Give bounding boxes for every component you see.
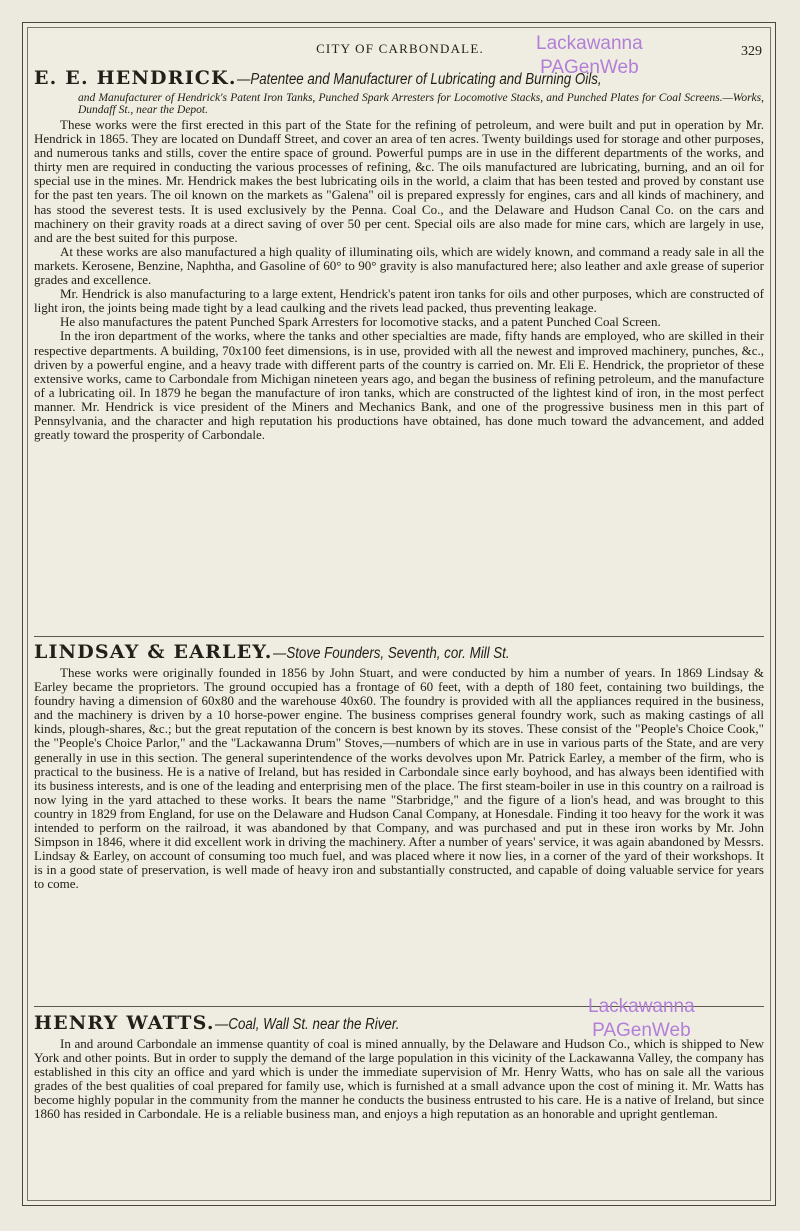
page-number: 329 xyxy=(741,44,762,59)
section-body xyxy=(34,666,764,892)
section-divider xyxy=(34,636,764,637)
paragraph: At these works are also manufactured a high quality of illuminating oils, which are widely known, and command a ready sale in all the markets. Kerosene, Benzine, Naphtha, and Gasoline of 60° to 90° gravity is also manufactured here; also leather and axle grease of superior grades and excellence. xyxy=(34,243,764,288)
business-description: —Coal, Wall St. near the River. xyxy=(214,1016,400,1033)
running-header: CITY OF CARBONDALE. xyxy=(316,41,484,56)
business-name: LINDSAY & EARLEY. xyxy=(34,641,273,663)
paragraph: These works were the first erected in this part of the State for the refining of petroleum, and were built and put in operation by Mr. Hendrick in 1865. They are located on Dundaff Street, and cover an area of ten acres. Twenty buildings used for storage and other purposes, and numerous tanks and stills, cover the entire space of ground. Powerful pumps are in use in the different departments of the works, and thirty men are required in conducting the various processes of refining, &c. The oils manufactured are lubricating, burning, and an oil for special use in the mines. Mr. Hendrick makes the best lubricating oils in the world, a claim that has been tested and proved by constant use for the past ten years. The oil known on the markets as "Galena" oil is prepared expressly for engines, cars and all kinds of machinery, and has stood the severest tests. It is used exclusively by the Penna. Coal Co., and the Delaware and Hudson Canal Co. on the cars and machinery on their gravity roads at a direct saving of over 50 per cent. Special oils are also made for mine cars, which are largely in use, and are the best suited for this purpose. xyxy=(34,117,764,245)
watermark-line2: PAGenWeb xyxy=(540,57,639,78)
paragraph: In the iron department of the works, where the tanks and other specialties are made, fifty hands are employed, who are skilled in their respective departments. A building, 70x100 feet dimensions, is in use, provided with all the newest and improved machinery, punches, &c., driven by a powerful engine, and a heavy trade with different parts of the country is carried on. Mr. Eli E. Hendrick, the proprietor of these extensive works, came to Carbondale from Michigan nineteen years ago, and began the business of refining petroleum, and the manufacture of a lubricating oil. In 1879 he began the manufacture of iron tanks, which are constructed of the lightest kind of iron, in the most perfect manner. Mr. Hendrick is vice president of the Miners and Mechanics Bank, and one of the progressive business men in this part of Pennsylvania, and the character and high reputation his productions have obtained, has done much toward the advancement, and added greatly toward the prosperity of Carbondale. xyxy=(34,328,764,443)
section-hendrick xyxy=(34,66,764,442)
business-description: —Patentee and Manufacturer of Lubricating and Burning Oils, xyxy=(236,71,602,88)
section-heading xyxy=(34,640,764,666)
paragraph: Mr. Hendrick is also manufacturing to a large extent, Hendrick's patent iron tanks for oils and other purposes, which are constructed of light iron, the joints being made tight by a lead caulking and the rivets lead packed, thus preventing leakage. xyxy=(34,286,764,316)
section-lindsay-earley xyxy=(34,640,764,892)
business-name: HENRY WATTS. xyxy=(34,1012,215,1034)
watermark-bottom xyxy=(588,995,695,1043)
paragraph: In and around Carbondale an immense quantity of coal is mined annually, by the Delaware and Hudson Co., which is shipped to New York and other points. But in order to supply the demand of the large population in this vicinity of the Lackawanna Valley, the company has established in this city an office and yard which is under the immediate supervision of Mr. Henry Watts, who has on sale all the various grades of the best qualities of coal prepared for family use, which is furnished at a small advance upon the cost of mining it. Mr. Watts has become highly popular in the community from the manner he conducts the business entrusted to his care. He is a native of Ireland, but since 1860 has resided in Carbondale. He is a reliable business man, and enjoys a high reputation as an honorable and upright gentleman. xyxy=(34,1036,764,1122)
paragraph: He also manufactures the patent Punched Spark Arresters for locomotive stacks, and a patent Punched Coal Screen. xyxy=(60,314,661,330)
watermark-line1: Lackawanna xyxy=(588,996,695,1017)
business-description: —Stove Founders, Seventh, cor. Mill St. xyxy=(272,645,510,662)
business-name: E. E. HENDRICK. xyxy=(34,67,237,89)
watermark-line1: Lackawanna xyxy=(536,33,643,54)
heading-continuation: and Manufacturer of Hendrick's Patent Iron Tanks, Punched Spark Arresters for Locomotive Stacks, and Punched Plates for Coal Screens.—Works, Dundaff St., near the Depot. xyxy=(78,92,764,116)
paragraph: These works were originally founded in 1856 by John Stuart, and were conducted by him a number of years. In 1869 Lindsay & Earley became the proprietors. The ground occupied has a frontage of 60 feet, with a depth of 180 feet, containing two buildings, the foundry having a dimension of 60x80 and the warehouse 40x60. The foundry is provided with all the appliances required in the business, and the machinery is driven by a 10 horse-power engine. The business comprises general foundry work, such as making castings of all kinds, plough-shares, &c.; but the great reputation of the concern is best known by its stoves. These consist of the "People's Choice Cook," the "People's Choice Parlor," and the "Lackawanna Drum" Stoves,—numbers of which are in use in various parts of the State, and are very generally in use in this section. The general superintendence of the works devolves upon Mr. Patrick Earley, a member of the firm, who is practical to the business. He is a native of Ireland, but has resided in Carbondale since early boyhood, and has always been identified with its business interests, and is one of the leading and enterprising men of the place. The first steam-boiler in use in this country on a railroad is now lying in the yard attached to these works. It bears the name "Starbridge," and the figure of a lion's head, and was brought to this country in 1829 from England, for use on the Delaware and Hudson Canal Company, at Honesdale. Finding it too heavy for the work it was intended to perform on the railroad, it was abandoned by that Company, and was purchased and put in these iron works by Mr. John Simpson in 1846, where it did excellent work in driving the machinery. After a number of years' service, it was again abandoned by Messrs. Lindsay & Earley, on account of consuming too much fuel, and was placed where it now lies, in a corner of the yard of their workshops. It is in a good state of preservation, is well made of heavy iron and substantially constructed, and capable of doing valuable service for years to come. xyxy=(34,665,764,892)
watermark-line2: PAGenWeb xyxy=(592,1020,691,1041)
section-heading xyxy=(34,66,764,92)
section-body xyxy=(34,118,764,442)
section-body xyxy=(34,1037,764,1122)
